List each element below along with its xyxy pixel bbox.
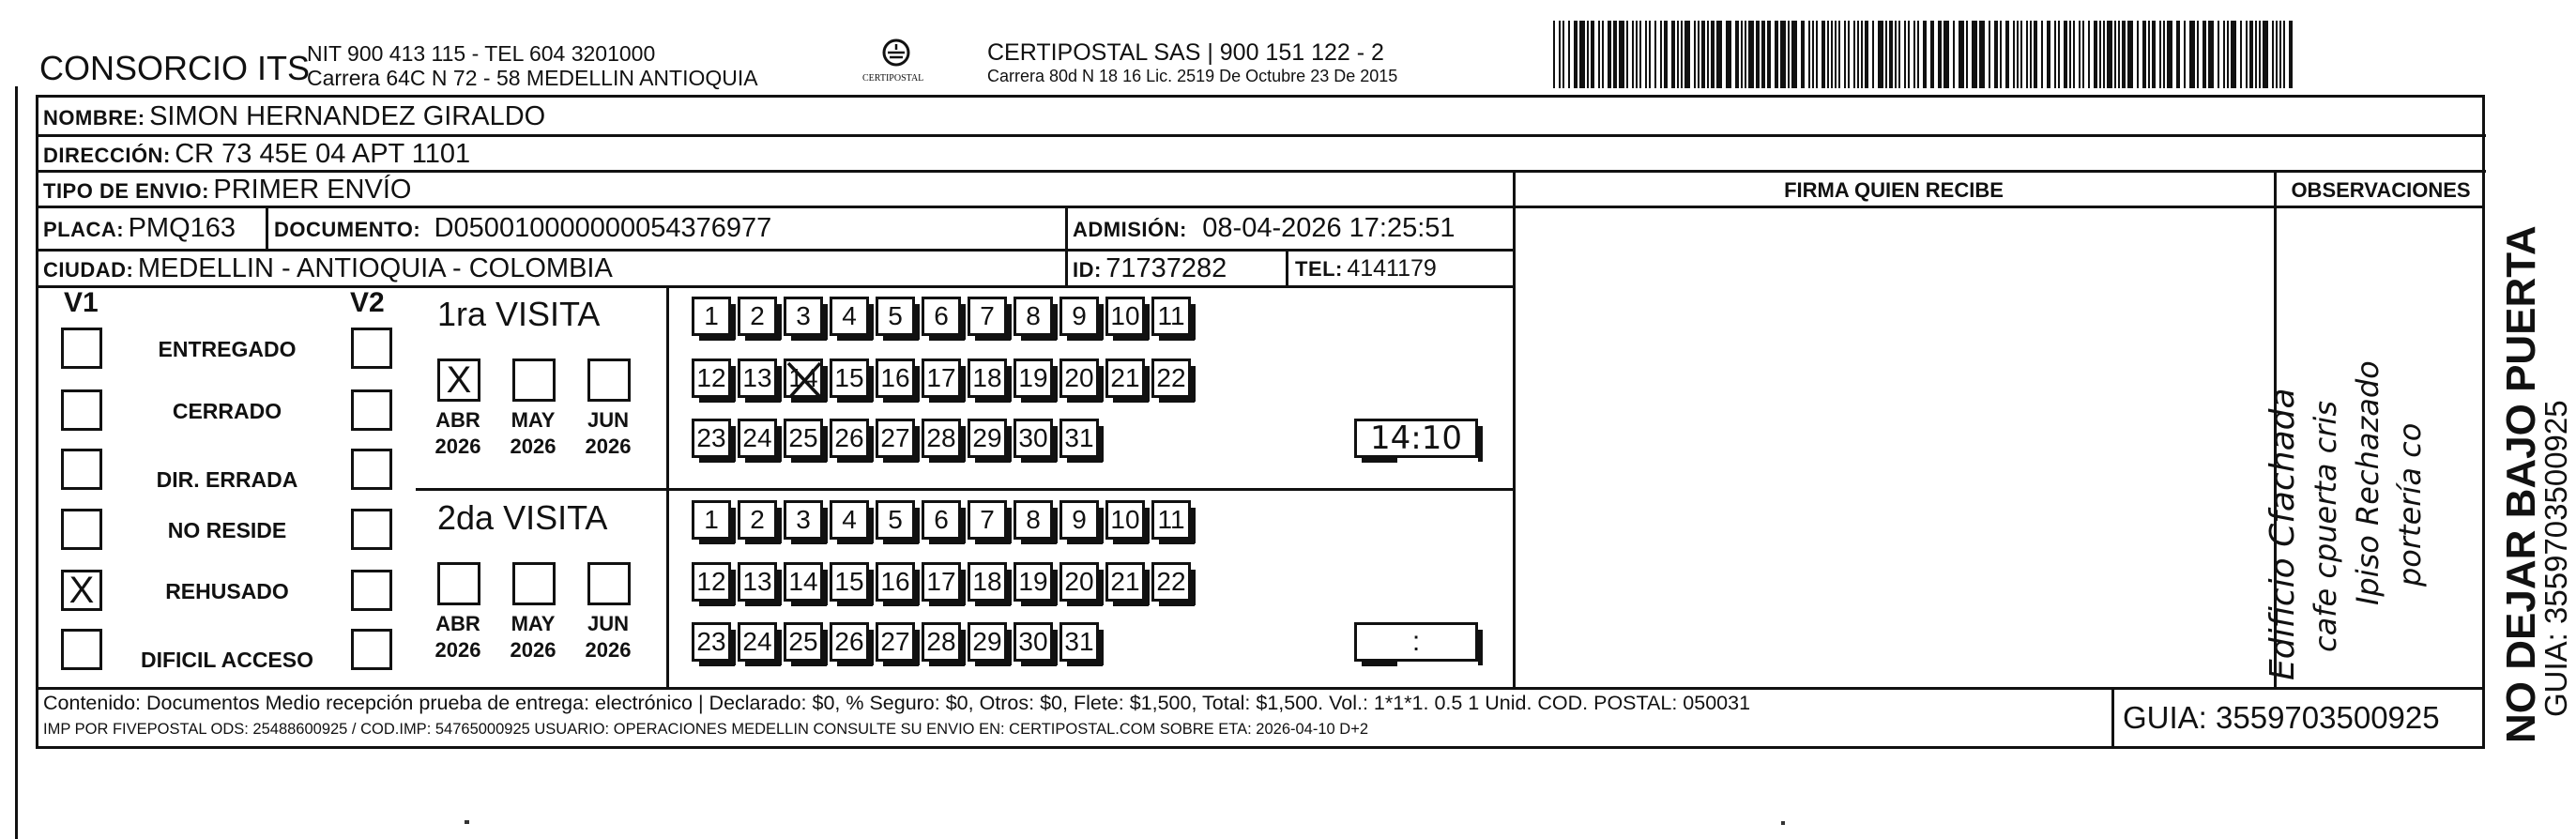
day-box[interactable]: 9: [1059, 297, 1099, 336]
row-line: [36, 170, 2486, 173]
company-name: CONSORCIO ITS: [39, 49, 311, 87]
status-label: ENTREGADO: [158, 337, 297, 361]
nombre-label: NOMBRE:: [43, 106, 145, 130]
contenido-line: Contenido: Documentos Medio recepción prueba de entrega: electrónico | Declarado: $0, % Seguro: $0, Otros: $0, Flete: $1,500, Total: $1,500. Vol.: 1*1*1. 0.5 1 Unid. COD. POSTAL: 050031: [43, 692, 1751, 714]
courier-line: CERTIPOSTAL SAS | 900 151 122 - 2: [987, 39, 1384, 66]
day-box[interactable]: 8: [1014, 297, 1053, 336]
day-box[interactable]: 7: [968, 500, 1007, 540]
v1-label: V1: [64, 287, 99, 318]
status-label: CERRADO: [172, 399, 282, 423]
day-box[interactable]: 13: [738, 358, 777, 398]
day-box[interactable]: 12: [692, 562, 731, 602]
barcode: [1553, 21, 2299, 91]
day-box[interactable]: 31: [1059, 419, 1099, 458]
firma-area[interactable]: [1517, 209, 2273, 686]
day-box[interactable]: 20: [1059, 562, 1099, 602]
day-box[interactable]: 22: [1151, 562, 1191, 602]
id-label: ID:: [1073, 258, 1102, 282]
obs-line: Edificio Cfachada: [2264, 388, 2302, 680]
day-box[interactable]: 8: [1014, 500, 1053, 540]
nombre-value: SIMON HERNANDEZ GIRALDO: [149, 101, 546, 131]
day-box[interactable]: 21: [1105, 562, 1145, 602]
col-line: [2111, 687, 2114, 749]
month-name: JUN: [587, 408, 629, 432]
day-box[interactable]: 3: [784, 500, 823, 540]
company-address: Carrera 64C N 72 - 58 MEDELLIN ANTIOQUIA: [307, 66, 758, 90]
observaciones-handwriting: [2262, 267, 2487, 680]
col-line: [666, 285, 669, 689]
day-box[interactable]: 30: [1014, 419, 1053, 458]
month-name: ABR: [435, 612, 480, 635]
v2-checkbox[interactable]: [351, 509, 392, 550]
v2-checkbox[interactable]: [351, 570, 392, 611]
day-box[interactable]: 29: [968, 419, 1007, 458]
v2-checkbox[interactable]: [351, 629, 392, 670]
tel-value: 4141179: [1347, 255, 1437, 282]
day-box[interactable]: 21: [1105, 358, 1145, 398]
month-checkbox[interactable]: [437, 562, 480, 605]
day-box[interactable]: 1: [692, 297, 731, 336]
ciudad-value: MEDELLIN - ANTIOQUIA - COLOMBIA: [137, 253, 613, 283]
month-checkbox[interactable]: [587, 562, 631, 605]
time-box[interactable]: 14:10: [1354, 419, 1478, 458]
day-box[interactable]: 23: [692, 622, 731, 662]
v1-checkbox[interactable]: X: [61, 570, 102, 611]
day-box[interactable]: 9: [1059, 500, 1099, 540]
v1-checkbox[interactable]: [61, 509, 102, 550]
status-label: NO RESIDE: [167, 518, 287, 542]
v2-checkbox[interactable]: [351, 328, 392, 369]
day-box[interactable]: 7: [968, 297, 1007, 336]
stray-mark: [1781, 821, 1785, 825]
day-box[interactable]: 4: [830, 297, 869, 336]
visit-title: 1ra VISITA: [437, 295, 601, 333]
day-box[interactable]: 19: [1014, 358, 1053, 398]
day-box[interactable]: 5: [876, 297, 915, 336]
x-mark-icon: [785, 359, 826, 401]
day-box[interactable]: 20: [1059, 358, 1099, 398]
day-box[interactable]: 10: [1105, 500, 1145, 540]
day-box[interactable]: 30: [1014, 622, 1053, 662]
placa-label: PLACA:: [43, 218, 125, 241]
month-name: MAY: [511, 408, 556, 432]
v1-checkbox[interactable]: [61, 328, 102, 369]
month-year: 2026: [434, 638, 481, 662]
courier-address: Carrera 80d N 18 16 Lic. 2519 De Octubre 23 De 2015: [987, 67, 1398, 85]
row-line: [36, 687, 2485, 690]
month-name: MAY: [511, 612, 556, 635]
documento-value: D050010000000054376977: [434, 213, 772, 243]
page-edge-line: [15, 86, 18, 839]
day-box[interactable]: 22: [1151, 358, 1191, 398]
day-box[interactable]: 26: [830, 622, 869, 662]
row-line: [36, 285, 1514, 288]
month-checkbox[interactable]: X: [437, 358, 480, 402]
month-label: [495, 611, 571, 664]
month-checkbox[interactable]: [512, 562, 556, 605]
day-box[interactable]: 14: [784, 562, 823, 602]
logo-text: CERTIPOSTAL: [862, 73, 924, 84]
direccion-value: CR 73 45E 04 APT 1101: [175, 139, 471, 169]
month-label: [420, 407, 495, 460]
v1-checkbox[interactable]: [61, 629, 102, 670]
day-box[interactable]: 23: [692, 419, 731, 458]
day-box[interactable]: 14: [784, 358, 823, 398]
month-label: [571, 611, 646, 664]
day-box[interactable]: 15: [830, 358, 869, 398]
day-box[interactable]: 18: [968, 358, 1007, 398]
v2-checkbox[interactable]: [351, 389, 392, 431]
col-line: [1065, 206, 1068, 286]
imp-line: IMP POR FIVEPOSTAL ODS: 25488600925 / COD.IMP: 54765000925 USUARIO: OPERACIONES MEDELLIN CONSULTE SU ENVIO EN: CERTIPOSTAL.COM SOBRE ETA: 2026-04-10 D+2: [43, 721, 1369, 738]
month-label: [571, 407, 646, 460]
day-box[interactable]: 3: [784, 297, 823, 336]
tel-label: TEL:: [1295, 257, 1343, 281]
day-box[interactable]: 4: [830, 500, 869, 540]
obs-line: Ipiso Rechazado: [2350, 360, 2385, 605]
side-guia: GUIA: 3559703500925: [2538, 400, 2573, 717]
day-box[interactable]: 28: [922, 622, 961, 662]
visit-title: 2da VISITA: [437, 498, 608, 537]
day-box[interactable]: 11: [1151, 500, 1191, 540]
day-box[interactable]: 29: [968, 622, 1007, 662]
no-dejar-bajo-puerta: NO DEJAR BAJO PUERTA: [2498, 225, 2544, 743]
documento-label: DOCUMENTO:: [274, 218, 421, 241]
day-box[interactable]: 26: [830, 419, 869, 458]
month-label: [420, 611, 495, 664]
day-box[interactable]: 25: [784, 622, 823, 662]
firma-label: FIRMA QUIEN RECIBE: [1784, 178, 2004, 202]
status-label: DIR. ERRADA: [156, 467, 298, 492]
tipo-label: TIPO DE ENVIO:: [43, 179, 209, 203]
row-line: [416, 488, 1514, 491]
month-year: 2026: [585, 435, 632, 458]
day-box[interactable]: 27: [876, 622, 915, 662]
observaciones-label: OBSERVACIONES: [2291, 178, 2471, 202]
v2-label: V2: [350, 287, 385, 318]
footer-guia: GUIA: 3559703500925: [2123, 700, 2440, 735]
direccion-label: DIRECCIÓN:: [43, 144, 171, 167]
day-box[interactable]: 12: [692, 358, 731, 398]
obs-line: portería co: [2392, 422, 2428, 587]
day-box[interactable]: 10: [1105, 297, 1145, 336]
time-box[interactable]: :: [1354, 622, 1478, 662]
day-box[interactable]: 6: [922, 297, 961, 336]
day-box[interactable]: 1: [692, 500, 731, 540]
ciudad-label: CIUDAD:: [43, 258, 134, 282]
day-box[interactable]: 2: [738, 297, 777, 336]
month-checkbox[interactable]: [587, 358, 631, 402]
row-line: [1513, 206, 2485, 208]
month-checkbox[interactable]: [512, 358, 556, 402]
day-box[interactable]: 16: [876, 562, 915, 602]
row-line: [36, 134, 2486, 137]
day-box[interactable]: 16: [876, 358, 915, 398]
admision-label: ADMISIÓN:: [1073, 218, 1187, 241]
month-year: 2026: [585, 638, 632, 662]
day-box[interactable]: 11: [1151, 297, 1191, 336]
day-box[interactable]: 25: [784, 419, 823, 458]
month-label: [495, 407, 571, 460]
day-box[interactable]: 2: [738, 500, 777, 540]
v1-checkbox[interactable]: [61, 449, 102, 490]
day-box[interactable]: 17: [922, 358, 961, 398]
col-line: [1286, 249, 1288, 286]
day-box[interactable]: 31: [1059, 622, 1099, 662]
row-line: [36, 249, 1514, 252]
day-box[interactable]: 5: [876, 500, 915, 540]
stray-mark: [465, 820, 469, 824]
month-name: JUN: [587, 612, 629, 635]
v1-checkbox[interactable]: [61, 389, 102, 431]
col-line: [1513, 170, 1516, 689]
placa-value: PMQ163: [128, 213, 236, 243]
day-box[interactable]: 17: [922, 562, 961, 602]
status-label: DIFICIL ACCESO: [140, 648, 313, 672]
day-box[interactable]: 19: [1014, 562, 1053, 602]
month-name: ABR: [435, 408, 480, 432]
day-box[interactable]: 24: [738, 622, 777, 662]
month-year: 2026: [434, 435, 481, 458]
day-box[interactable]: 27: [876, 419, 915, 458]
certipostal-logo: [859, 38, 934, 90]
nit-line: NIT 900 413 115 - TEL 604 3201000: [307, 41, 656, 66]
admision-value: 08-04-2026 17:25:51: [1202, 213, 1456, 243]
id-value: 71737282: [1105, 253, 1227, 283]
day-box[interactable]: 28: [922, 419, 961, 458]
col-line: [266, 206, 268, 251]
day-box[interactable]: 24: [738, 419, 777, 458]
day-box[interactable]: 13: [738, 562, 777, 602]
day-box[interactable]: 15: [830, 562, 869, 602]
obs-line: cafe cpuerta cris: [2308, 401, 2343, 652]
month-year: 2026: [510, 435, 556, 458]
month-year: 2026: [510, 638, 556, 662]
tipo-value: PRIMER ENVÍO: [213, 175, 412, 205]
day-box[interactable]: 6: [922, 500, 961, 540]
v2-checkbox[interactable]: [351, 449, 392, 490]
status-label: REHUSADO: [165, 579, 289, 603]
day-box[interactable]: 18: [968, 562, 1007, 602]
